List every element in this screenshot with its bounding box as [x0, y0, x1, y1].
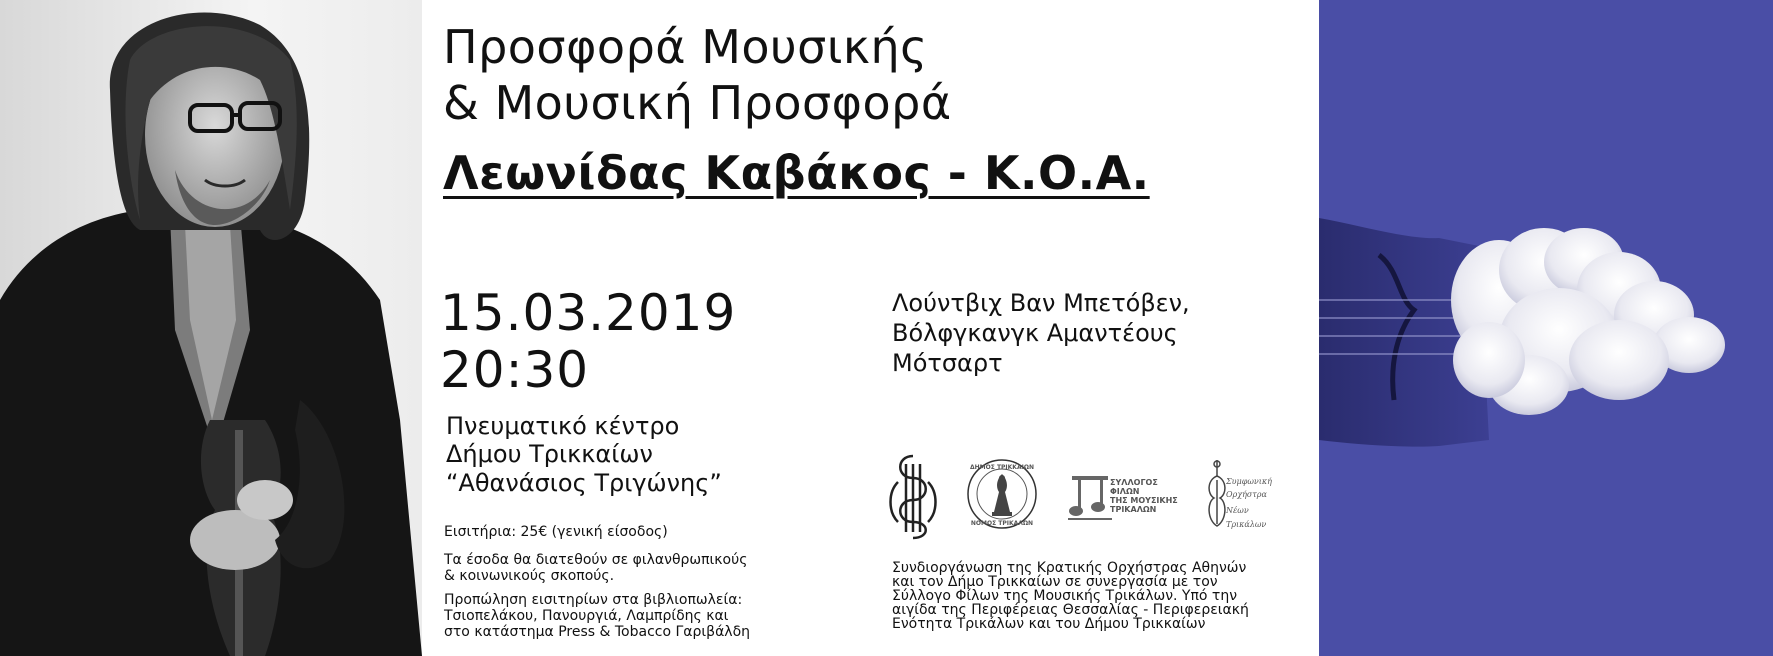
- venue-line-2: Δήμου Τρικκαίων: [446, 440, 653, 468]
- event-title-line-2: & Μουσική Προσφορά: [443, 76, 952, 130]
- event-time: 20:30: [440, 341, 590, 399]
- youth-orchestra-line-1: Συμφωνική: [1226, 477, 1272, 486]
- proceeds-note-line-2: & κοινωνικούς σκοπούς.: [444, 568, 615, 584]
- portrait-illustration: [0, 0, 422, 656]
- youth-orchestra-line-3: Νέων: [1226, 506, 1249, 515]
- presale-line-3: στο κατάστημα Press & Tobacco Γαριβάλδη: [444, 624, 751, 640]
- ticket-price: Εισιτήρια: 25€ (γενική είσοδος): [444, 524, 668, 540]
- seal-text-bottom: ΝΟΜΟΣ ΤΡΙΚΑΛΩΝ: [970, 520, 1034, 527]
- venue-line-3: “Αθανάσιος Τριγώνης”: [446, 469, 722, 497]
- performer-name: Λεωνίδας Καβάκος - Κ.Ο.Α.: [443, 146, 1150, 200]
- event-date: 15.03.2019: [440, 284, 737, 342]
- event-title-line-1: Προσφορά Μουσικής: [443, 20, 928, 74]
- youth-orchestra-line-4: Τρικάλων: [1226, 520, 1267, 529]
- presale-line-2: Τσιοπελάκου, Πανουργιά, Λαμπρίδης και: [444, 608, 729, 624]
- friends-of-music-line-4: ΤΡΙΚΑΛΩΝ: [1110, 505, 1157, 514]
- youth-orchestra-line-2: Ορχήστρα: [1226, 490, 1267, 499]
- credits-line-1: Συνδιοργάνωση της Κρατικής Ορχήστρας Αθηνών: [892, 560, 1247, 576]
- violinist-portrait: [0, 0, 422, 656]
- credits-line-3: Σύλλογο Φίλων της Μουσικής Τρικάλων. Υπό την: [892, 588, 1238, 604]
- friends-of-music-line-1: ΣΥΛΛΟΓΟΣ: [1110, 478, 1158, 487]
- program-line-3: Μότσαρτ: [892, 349, 1003, 377]
- presale-line-1: Προπώληση εισιτηρίων στα βιβλιοπωλεία:: [444, 592, 743, 608]
- municipality-seal-icon: [966, 458, 1038, 530]
- program-line-2: Βόλφγκανγκ Αμαντέους: [892, 319, 1178, 347]
- proceeds-note-line-1: Τα έσοδα θα διατεθούν σε φιλανθρωπικούς: [444, 552, 748, 568]
- friends-of-music-line-2: ΦΙΛΩΝ: [1110, 487, 1140, 496]
- seal-text-top: ΔΗΜΟΣ ΤΡΙΚΚΑΙΩΝ: [970, 464, 1034, 471]
- credits-line-5: Ενότητα Τρικάλων και του Δήμου Τρικκαίων: [892, 616, 1206, 632]
- venue-line-1: Πνευματικό κέντρο: [446, 412, 680, 440]
- program-line-1: Λούντβιχ Βαν Μπετόβεν,: [892, 289, 1190, 317]
- friends-of-music-line-3: ΤΗΣ ΜΟΥΣΙΚΗΣ: [1110, 496, 1178, 505]
- credits-line-2: και τον Δήμο Τρικκαίων σε συνεργασία με τον: [892, 574, 1218, 590]
- orchestra-emblem-icon: [884, 452, 942, 542]
- violin-cloud-artwork: [1319, 0, 1773, 656]
- credits-line-4: αιγίδα της Περιφέρειας Θεσσαλίας - Περιφερειακή: [892, 602, 1249, 618]
- violin-cloud-illustration: [1319, 0, 1773, 656]
- music-note-icon: [1068, 468, 1112, 524]
